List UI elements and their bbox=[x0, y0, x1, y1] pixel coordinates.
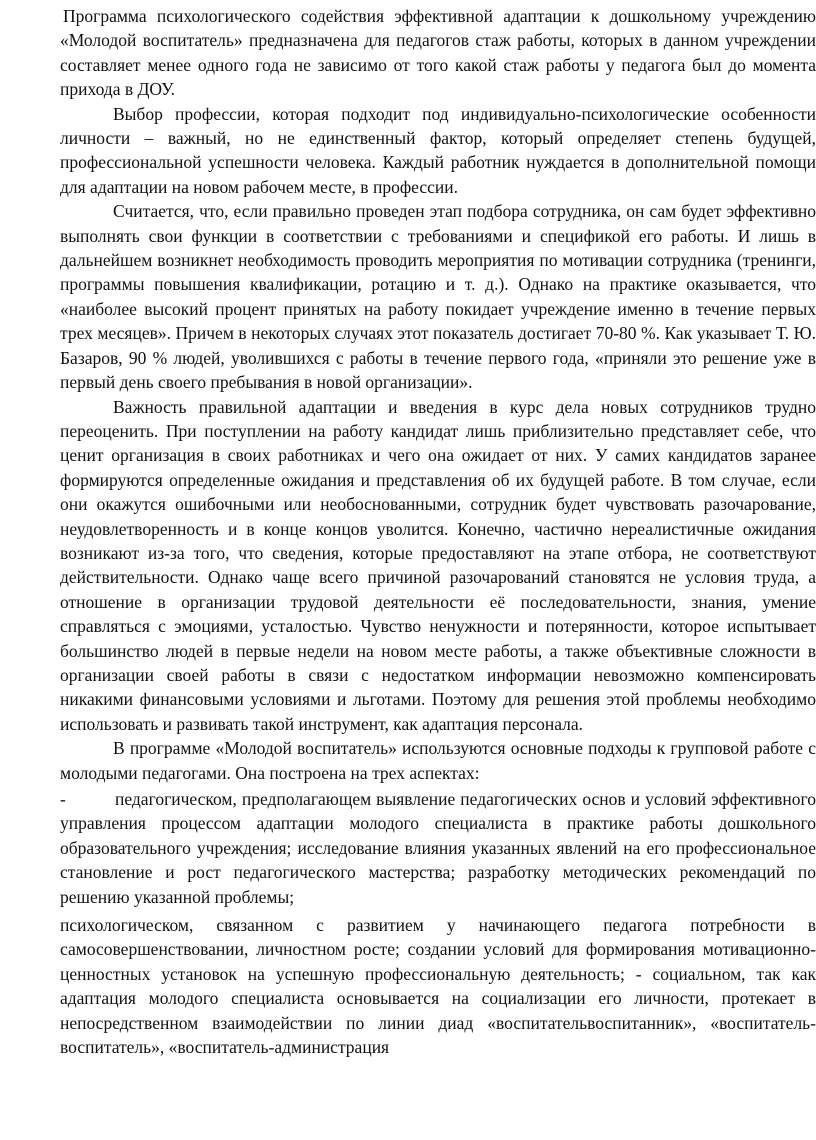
list-item-pedagogical bbox=[60, 787, 816, 909]
list-dash-marker: - bbox=[60, 789, 66, 809]
paragraph-adaptation-importance: Важность правильной адаптации и введения в курс дела новых сотрудников трудно переоценить. При поступлении на работу кандидат лишь приблизительно представляет себе, что ценит организация в своих работниках и чего она ожидает от них. У самих кандидатов заранее формируются определенные ожидания и представления об их будущей работе. В том случае, если они окажутся ошибочными или необоснованными, сотрудник будет чувствовать разочарование, неудовлетворенность и в конце концов уволится. Конечно, частично нереалистичные ожидания возникают из-за того, что сведения, которые предоставляют на этапе отбора, не соответствуют действительности. Однако чаще всего причиной разочарований становятся не условия труда, а отношение в организации трудовой деятельности её последовательности, знания, умение справляться с эмоциями, усталостью. Чувство ненужности и потерянности, которое испытывает большинство людей в первые недели на новом месте работы, а также объективные сложности в организации своей работы в связи с недостатком информации невозможно компенсировать никакими финансовыми условиями и льготами. Поэтому для решения этой проблемы необходимо использовать и развивать такой инструмент, как адаптация персонала. bbox=[60, 396, 816, 734]
paragraph-program-approaches: В программе «Молодой воспитатель» используются основные подходы к групповой работе с молодыми педагогами. Она построена на трех аспектах: bbox=[60, 738, 816, 783]
paragraph-program-intro: Программа психологического содействия эффективной адаптации к дошкольному учреждению «Молодой воспитатель» предназначена для педагогов стаж работы, которых в данном учреждении составляет менее одного года не зависимо от того какой стаж работы у педагога был до момента прихода в ДОУ. bbox=[60, 6, 816, 100]
paragraph-psychological-social: психологическом, связанном с развитием у начинающего педагога потребности в самосовершенствовании, личностном росте; создании условий для формирования мотивационно-ценностных установок на успешную профессиональную деятельность; - социальном, так как адаптация молодого специалиста основывается на социализации его личности, протекает в непосредственном взаимодействии по линии диад «воспитательвоспитанник», «воспитатель-воспитатель», «воспитатель-администрация bbox=[60, 915, 816, 1058]
document-page bbox=[60, 4, 816, 1059]
list-item-text: педагогическом, предполагающем выявление педагогических основ и условий эффективного управления процессом адаптации молодого специалиста в практике работы дошкольного образовательного учреждения; исследование влияния указанных явлений на его профессиональное становление и рост педагогического мастерства; разработку методических рекомендаций по решению указанной проблемы; bbox=[60, 789, 816, 907]
paragraph-profession-choice: Выбор профессии, которая подходит под индивидуально-психологические особенности личности – важный, но не единственный фактор, который определяет степень будущей, профессиональной успешности человека. Каждый работник нуждается в дополнительной помощи для адаптации на новом рабочем месте, в профессии. bbox=[60, 103, 816, 197]
paragraph-staff-selection: Считается, что, если правильно проведен этап подбора сотрудника, он сам будет эффективно выполнять свои функции в соответствии с требованиями и спецификой его работы. И лишь в дальнейшем возникнет необходимость проводить мероприятия по мотивации сотрудника (тренинги, программы повышения квалификации, ротацию и т. д.). Однако на практике оказывается, что «наиболее высокий процент принятых на работу покидает учреждение именно в течение первых трех месяцев». Причем в некоторых случаях этот показатель достигает 70-80 %. Как указывает Т. Ю. Базаров, 90 % людей, уволившихся с работы в течение первого года, «приняли это решение уже в первый день своего пребывания в новой организации». bbox=[60, 201, 816, 393]
